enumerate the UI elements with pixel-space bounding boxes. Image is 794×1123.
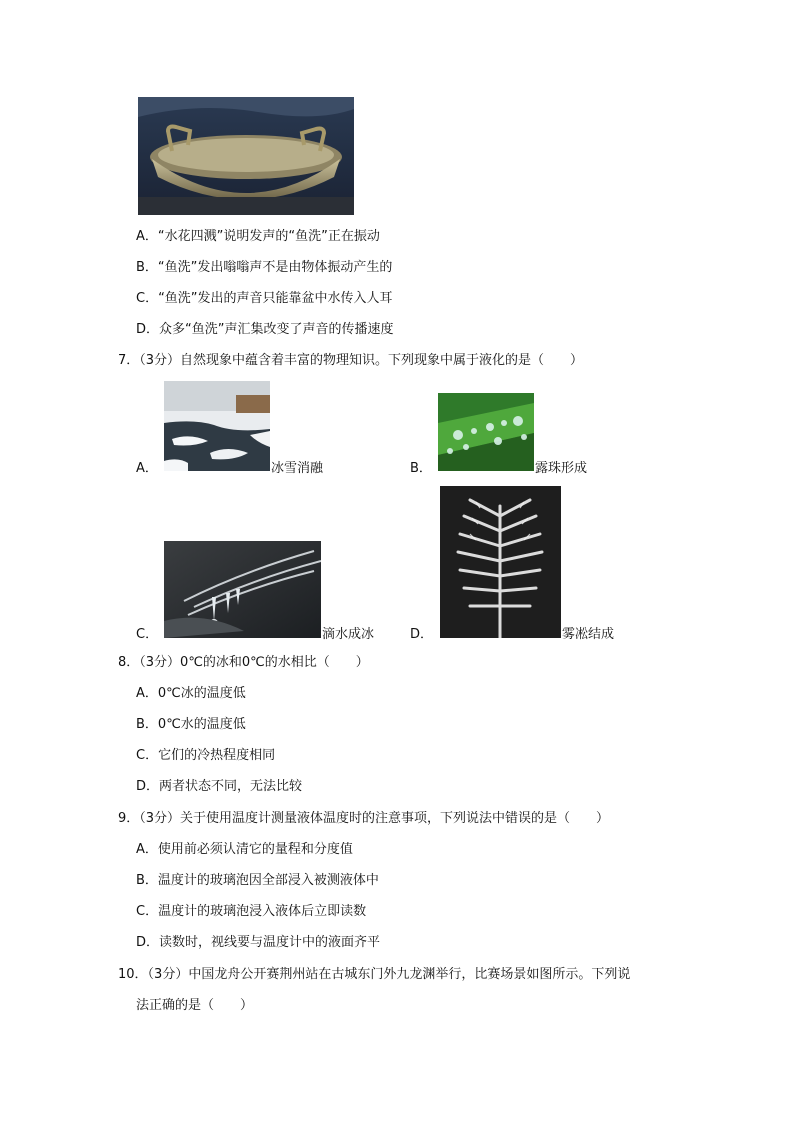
icicles-image	[164, 541, 321, 638]
q8-option-a: A．0℃冰的温度低	[136, 686, 246, 701]
q9-stem: 9．（3分）关于使用温度计测量液体温度时的注意事项，下列说法中错误的是（ ）	[118, 811, 610, 826]
q8-option-d: D．两者状态不同，无法比较	[136, 779, 303, 794]
dew-drops-image	[438, 393, 534, 471]
q9-option-a: A．使用前必须认清它的量程和分度值	[136, 842, 353, 857]
q7-option-c-letter: C．	[136, 627, 159, 642]
melting-snow-image	[164, 381, 270, 471]
fish-basin-image	[138, 97, 354, 215]
q7-option-b-caption: 露珠形成	[535, 461, 588, 476]
q10-stem-line1: 10．（3分）中国龙舟公开赛荆州站在古城东门外九龙渊举行，比赛场景如图所示。下列说	[118, 967, 631, 982]
q7-option-d-letter: D．	[410, 627, 434, 642]
q7-option-b-letter: B．	[410, 461, 432, 476]
q10-stem-line2: 法正确的是（ ）	[136, 998, 254, 1013]
rime-frost-image	[440, 486, 561, 638]
q9-option-d: D．读数时，视线要与温度计中的液面齐平	[136, 935, 381, 950]
q6-option-c: C．“鱼洗”发出的声音只能靠盆中水传入人耳	[136, 291, 393, 306]
q8-option-b: B．0℃水的温度低	[136, 717, 246, 732]
q7-stem: 7．（3分）自然现象中蕴含着丰富的物理知识。下列现象中属于液化的是（ ）	[118, 353, 584, 368]
q7-option-c-caption: 滴水成冰	[322, 627, 375, 642]
q7-option-a-letter: A．	[136, 461, 158, 476]
q8-stem: 8．（3分）0℃的冰和0℃的水相比（ ）	[118, 655, 369, 670]
q7-option-d-caption: 雾凇结成	[562, 627, 615, 642]
q9-option-c: C．温度计的玻璃泡浸入液体后立即读数	[136, 904, 367, 919]
q6-option-d: D．众多“鱼洗”声汇集改变了声音的传播速度	[136, 322, 394, 337]
q9-option-b: B．温度计的玻璃泡因全部浸入被测液体中	[136, 873, 379, 888]
q8-option-c: C．它们的冷热程度相同	[136, 748, 276, 763]
q6-option-b: B．“鱼洗”发出嗡嗡声不是由物体振动产生的	[136, 260, 393, 275]
q6-option-a: A．“水花四溅”说明发声的“鱼洗”正在振动	[136, 229, 380, 244]
q7-option-a-caption: 冰雪消融	[271, 461, 324, 476]
